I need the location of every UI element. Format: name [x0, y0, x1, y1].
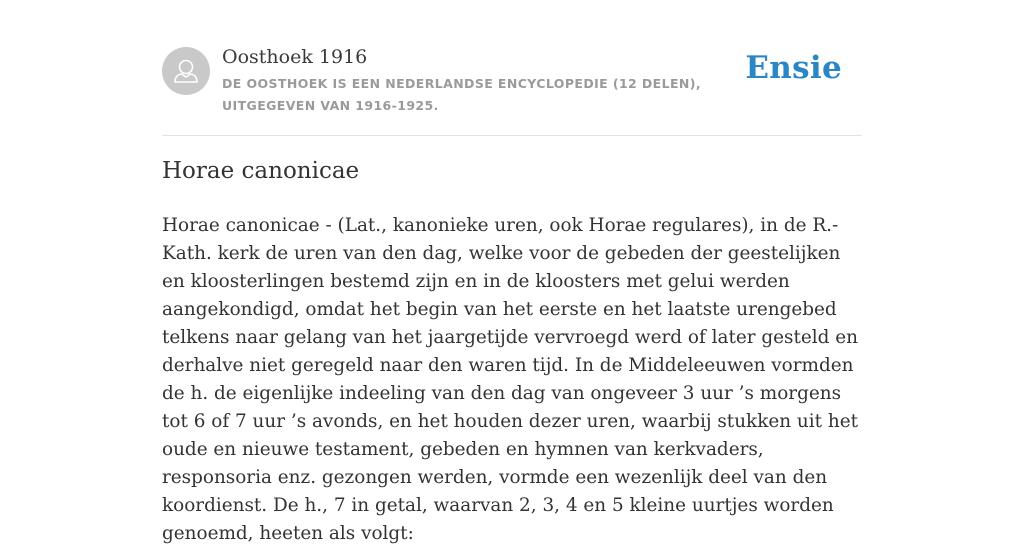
ensie-logo[interactable]: Ensie — [745, 50, 842, 86]
user-silhouette-icon — [162, 47, 210, 95]
source-title[interactable]: Oosthoek 1916 — [222, 46, 368, 68]
source-header — [162, 44, 862, 136]
source-description: DE OOSTHOEK IS EEN NEDERLANDSE ENCYCLOPEDIE (12 DELEN), UITGEGEVEN VAN 1916-1925. — [222, 76, 702, 113]
article-title: Horae canonicae — [162, 158, 360, 184]
user-avatar-icon — [162, 47, 210, 95]
article-body: Horae canonicae - (Lat., kanonieke uren, ook Horae regulares), in de R.-Kath. kerk de uren van den dag, welke voor de gebeden der geestelijken en kloosterlingen bestemd zijn en in de kloosters met gelui werden aangekondigd, omdat het begin van het eerste en het laatste urengebed telkens naar gelang van het jaargetijde vervroegd werd of later gesteld en derhalve niet geregeld naar den waren tijd. In de Middeleeuwen vormden de h. de eigenlijke indeeling van den dag van ongeveer 3 uur ’s morgens tot 6 of 7 uur ’s avonds, en het houden dezer uren, waarbij stukken uit het oude en nieuwe testament, gebeden en hymnen van kerkvaders, responsoria enz. gezongen werden, vormde een wezenlijk deel van den koordienst. De h., 7 in getal, waarvan 2, 3, 4 en 5 kleine uurtjes worden genoemd, heeten als volgt: — [162, 215, 858, 544]
